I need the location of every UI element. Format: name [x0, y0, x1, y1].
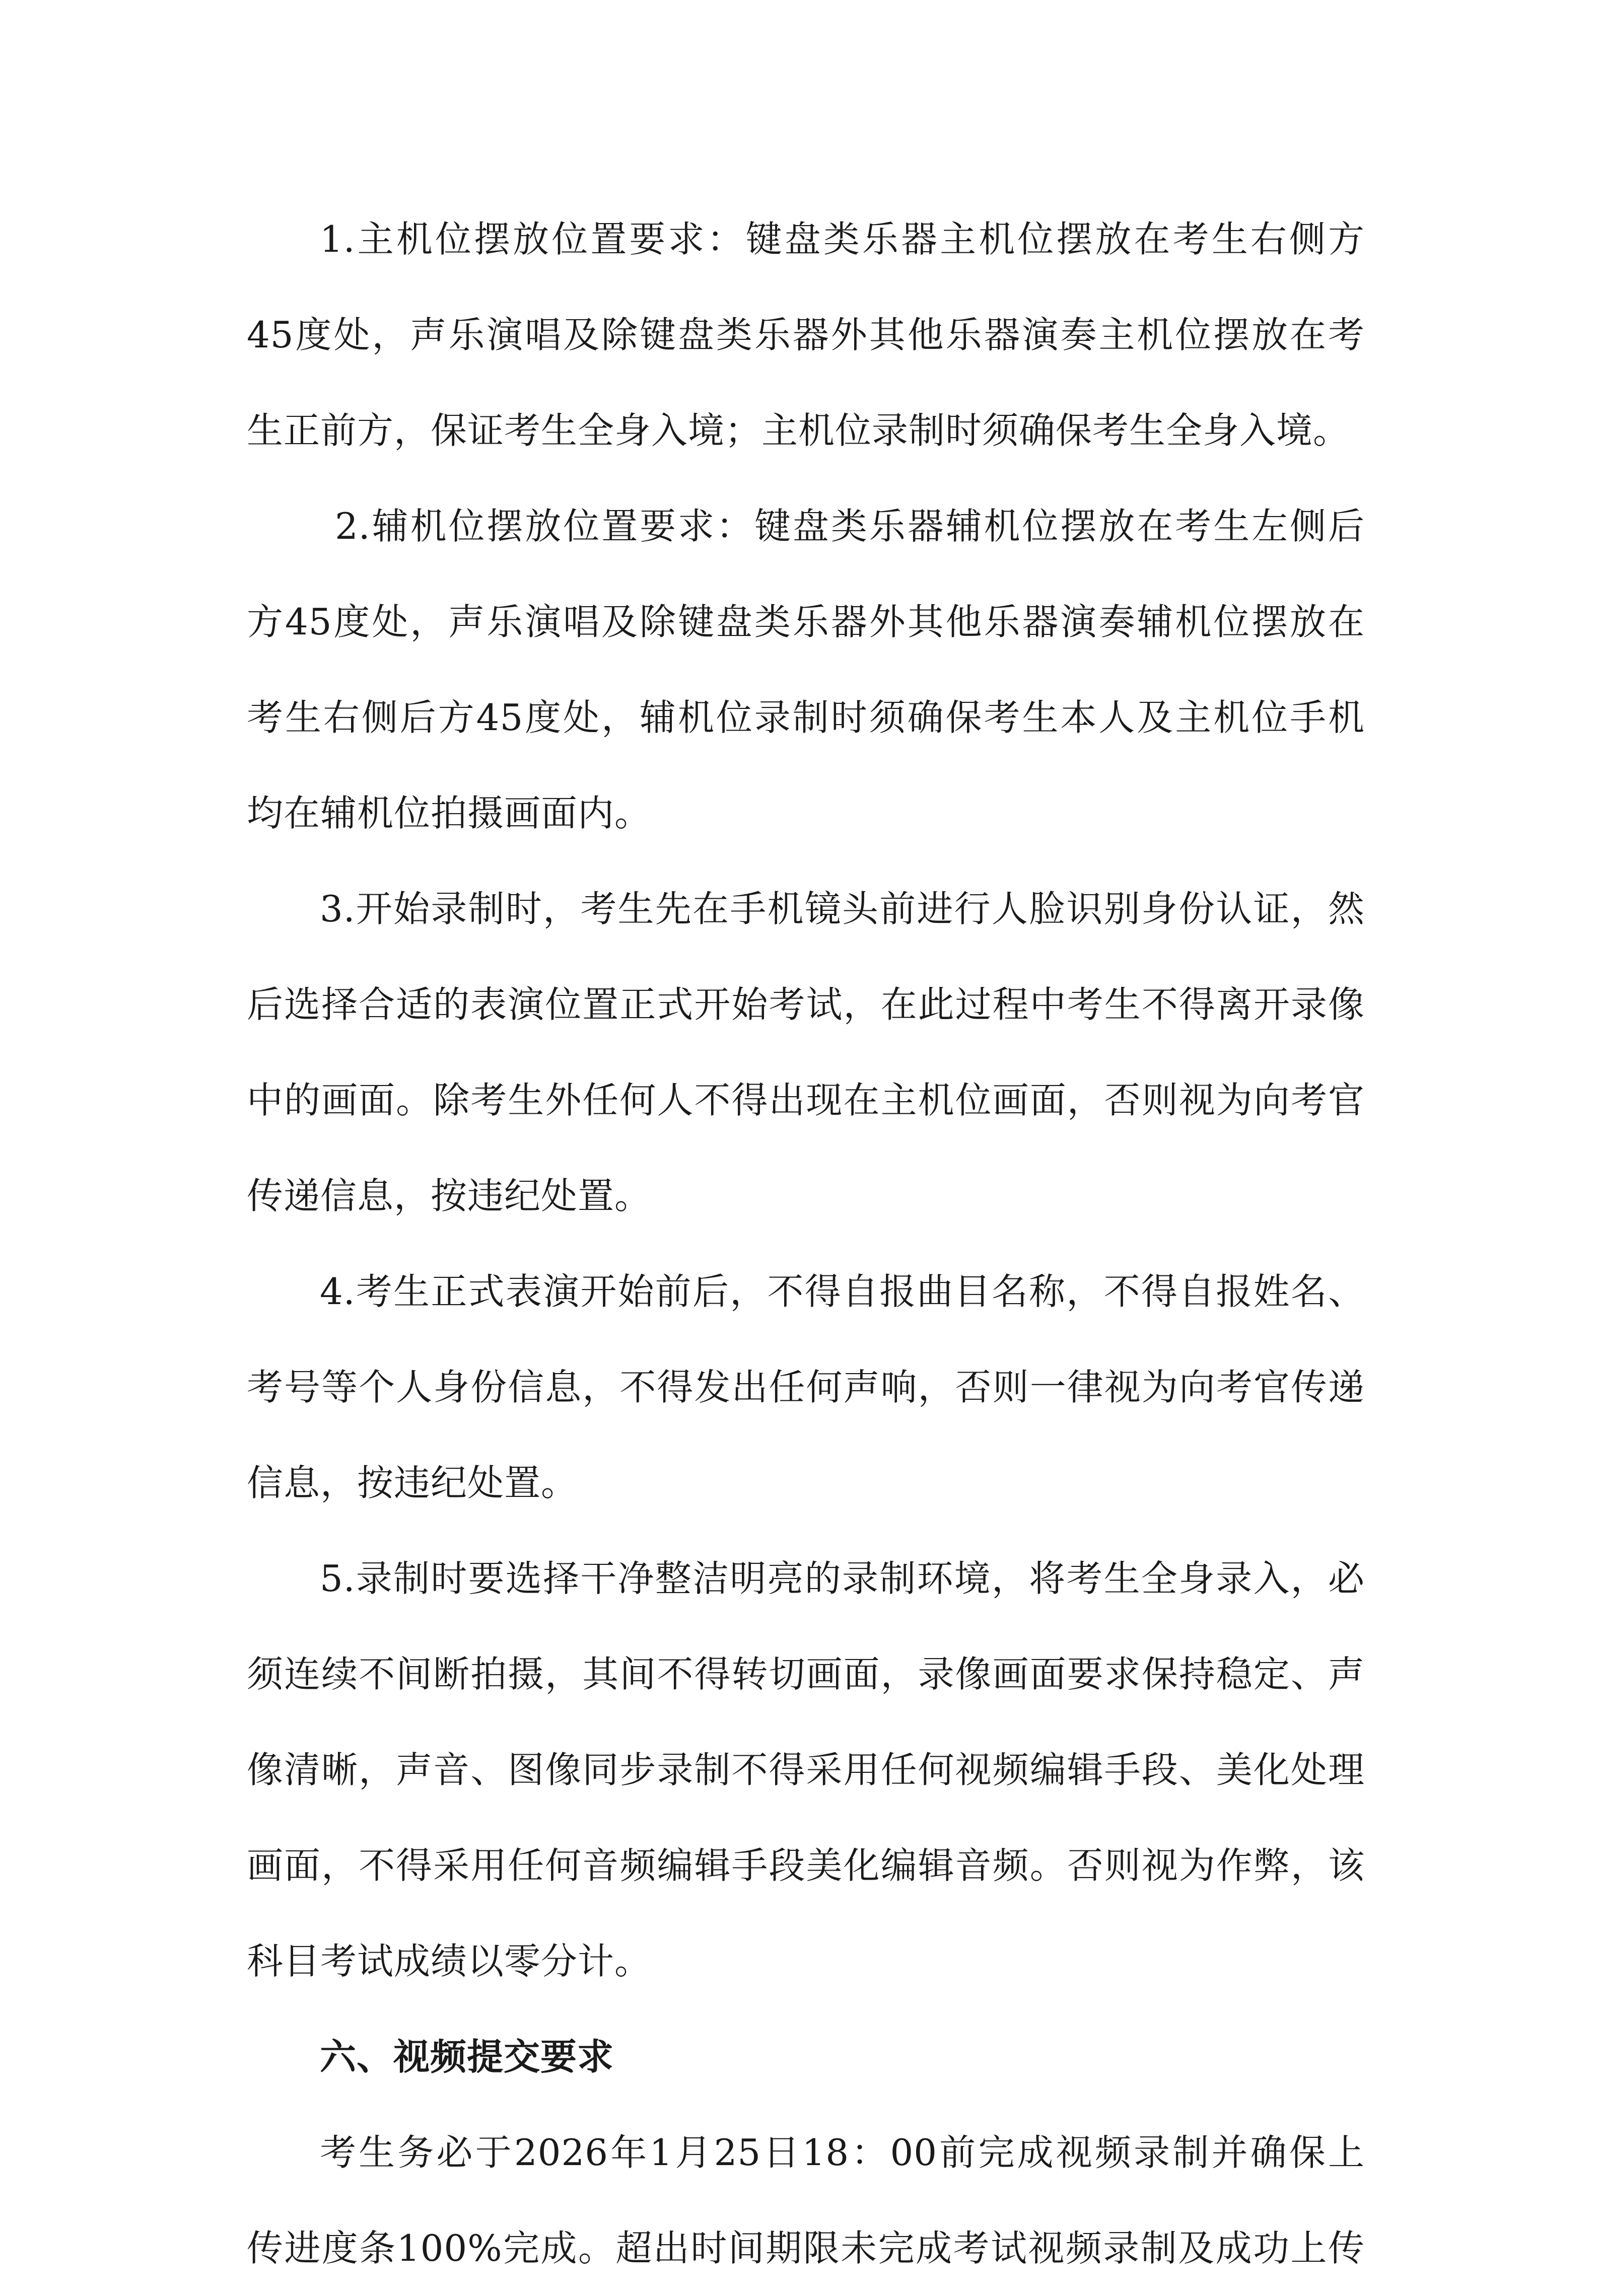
paragraph-line: 4.考生正式表演开始前后，不得自报曲目名称，不得自报姓名、	[320, 1270, 1365, 1313]
paragraph-line: 中的画面。除考生外任何人不得出现在主机位画面，否则视为向考官	[247, 1079, 1365, 1121]
paragraph-line: 传递信息，按违纪处置。	[247, 1175, 652, 1217]
paragraph-line: 科目考试成绩以零分计。	[247, 1940, 652, 1982]
paragraph-line: 45度处，声乐演唱及除键盘类乐器外其他乐器演奏主机位摆放在考	[247, 314, 1365, 356]
paragraph-line: 2.辅机位摆放位置要求：键盘类乐器辅机位摆放在考生左侧后	[335, 505, 1365, 547]
paragraph-line: 信息，按违纪处置。	[247, 1462, 578, 1504]
paragraph-line: 5.录制时要选择干净整洁明亮的录制环境，将考生全身录入，必	[320, 1557, 1365, 1600]
paragraph-line: 3.开始录制时，考生先在手机镜头前进行人脸识别身份认证，然	[320, 888, 1365, 930]
paragraph-line: 后选择合适的表演位置正式开始考试，在此过程中考生不得离开录像	[247, 983, 1365, 1026]
paragraph-line: 考生右侧后方45度处，辅机位录制时须确保考生本人及主机位手机	[247, 696, 1365, 739]
paragraph-line: 考生务必于2026年1月25日18：00前完成视频录制并确保上	[320, 2131, 1365, 2174]
paragraph-line: 方45度处，声乐演唱及除键盘类乐器外其他乐器演奏辅机位摆放在	[247, 601, 1365, 643]
paragraph-line: 须连续不间断拍摄，其间不得转切画面，录像画面要求保持稳定、声	[247, 1653, 1365, 1695]
paragraph-line: 画面，不得采用任何音频编辑手段美化编辑音频。否则视为作弊，该	[247, 1844, 1365, 1887]
paragraph-line: 均在辅机位拍摄画面内。	[247, 792, 652, 834]
paragraph-line: 像清晰，声音、图像同步录制不得采用任何视频编辑手段、美化处理	[247, 1749, 1365, 1791]
paragraph-line: 生正前方，保证考生全身入境；主机位录制时须确保考生全身入境。	[247, 409, 1350, 452]
paragraph-line: 考号等个人身份信息，不得发出任何声响，否则一律视为向考官传递	[247, 1366, 1365, 1408]
section-heading: 六、视频提交要求	[320, 2036, 614, 2078]
paragraph-line: 1.主机位摆放位置要求：键盘类乐器主机位摆放在考生右侧方	[320, 218, 1365, 260]
paragraph-line: 传进度条100%完成。超出时间期限未完成考试视频录制及成功上传	[247, 2227, 1365, 2269]
